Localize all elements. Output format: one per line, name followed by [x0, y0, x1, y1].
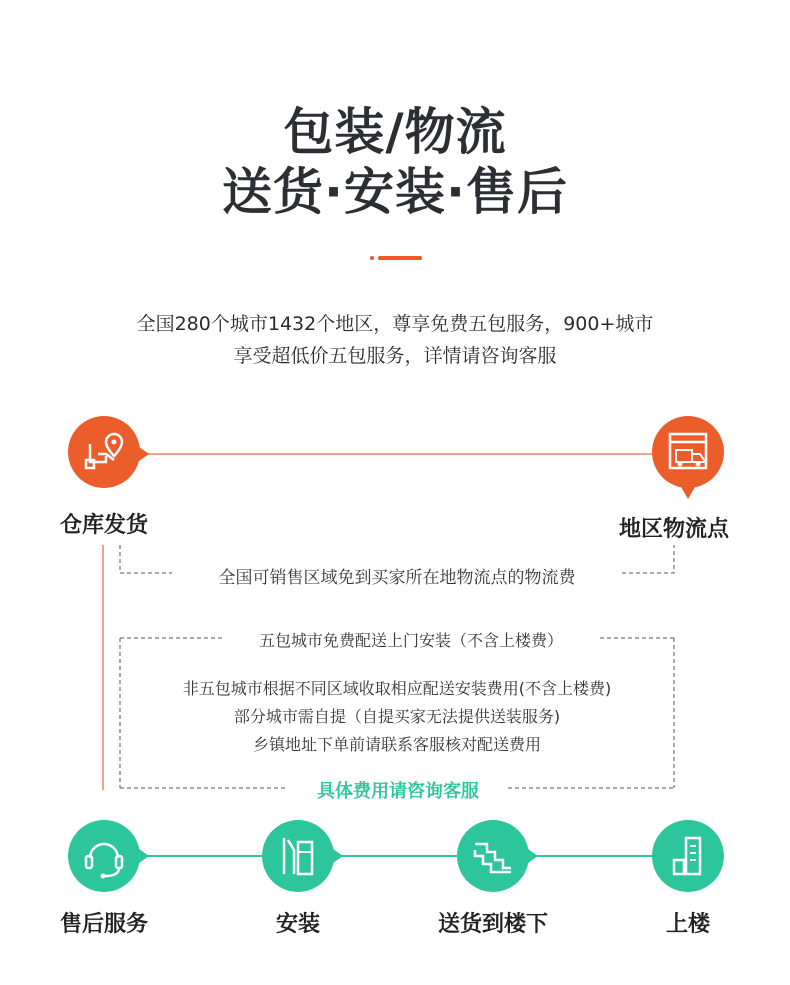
- service-label-delivery: 送货到楼下: [437, 912, 548, 937]
- install-box-line: 乡镇地址下单前请联系客服核对配送费用: [252, 735, 541, 754]
- logistics-pointer: [681, 487, 695, 499]
- intro-line1: 全国280个城市1432个地区，尊享免费五包服务，900+城市: [136, 313, 654, 335]
- installation-icon: [262, 820, 334, 892]
- service-label-installation: 安装: [275, 912, 320, 937]
- service-label-after-sales: 售后服务: [59, 912, 148, 937]
- accent-dot: [370, 256, 374, 260]
- delivery-truck-icon: [652, 416, 724, 488]
- install-box-line: 非五包城市根据不同区域收取相应配送安装费用(不含上楼费): [182, 679, 612, 698]
- warehouse-label: 仓库发货: [59, 513, 148, 538]
- logistics-point-label: 地区物流点: [618, 517, 729, 542]
- page-title-line1: 包装/物流: [283, 103, 507, 161]
- headset-icon: [68, 820, 140, 892]
- service-label-upstairs: 上楼: [665, 912, 710, 937]
- warehouse-pointer: [139, 447, 149, 461]
- intro-line2: 享受超低价五包服务，详情请咨询客服: [233, 345, 557, 367]
- install-box-line: 部分城市需自提（自提买家无法提供送装服务): [233, 707, 561, 726]
- warehouse-location-icon: [68, 416, 140, 488]
- install-box-heading: 五包城市免费配送上门安装（不含上楼费）: [258, 631, 563, 650]
- service-pointer: [528, 849, 538, 863]
- building-icon: [652, 820, 724, 892]
- stairs-icon: [457, 820, 529, 892]
- service-pointer: [333, 849, 343, 863]
- accent-bar: [378, 256, 422, 260]
- page-title-line2: 送货·安装·售后: [222, 163, 568, 221]
- service-pointer: [139, 849, 149, 863]
- logistics-fee-note: 全国可销售区域免到买家所在地物流点的物流费: [218, 568, 576, 588]
- consult-service-note: 具体费用请咨询客服: [317, 781, 479, 802]
